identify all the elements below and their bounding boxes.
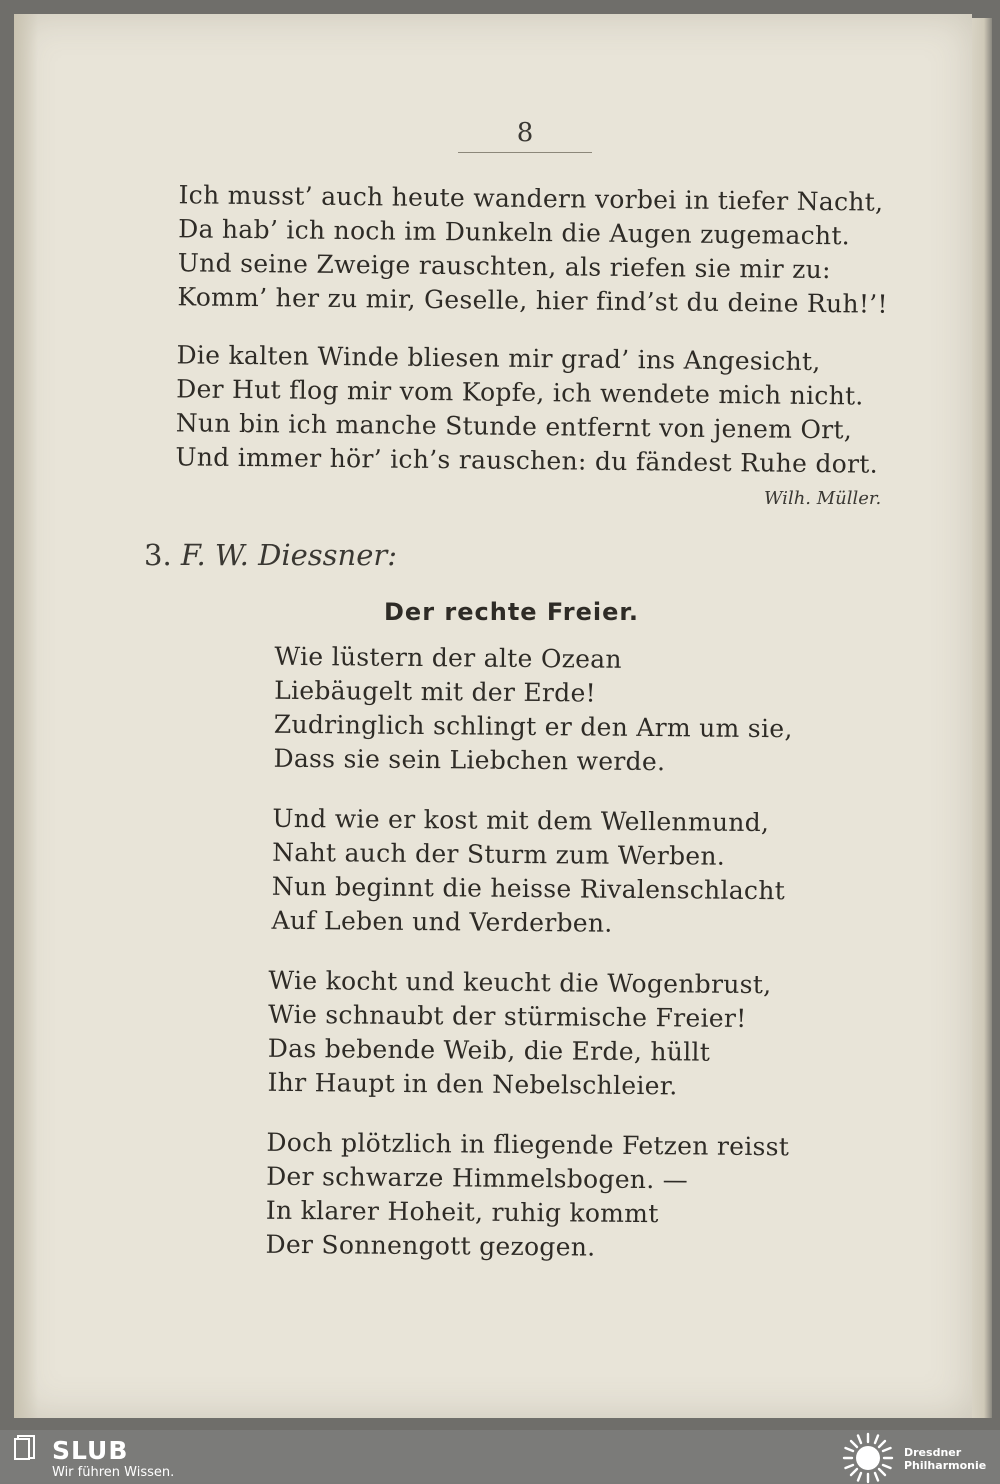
poem-line: Wie schnaubt der stürmische Freier! bbox=[268, 999, 747, 1033]
poem-line: Doch plötzlich in fliegende Fetzen reisst bbox=[266, 1127, 790, 1162]
poem-line: Ihr Haupt in den Nebelschleier. bbox=[267, 1067, 678, 1101]
partner-line-2: Philharmonie bbox=[904, 1459, 987, 1472]
song-stanza-1 bbox=[273, 640, 793, 781]
poem-line: Der Sonnengott gezogen. bbox=[265, 1229, 596, 1262]
partner-logo-text[interactable] bbox=[904, 1446, 986, 1472]
song-stanza-3 bbox=[267, 964, 771, 1104]
song-stanza-4 bbox=[265, 1126, 789, 1267]
poem-stanza-2 bbox=[175, 338, 879, 481]
poem-line: Die kalten Winde bliesen mir grad’ ins Angesicht, bbox=[176, 340, 821, 377]
slub-book-icon[interactable] bbox=[12, 1434, 38, 1464]
poem-line: Auf Leben und Verderben. bbox=[271, 905, 613, 938]
page-gutter-shadow bbox=[14, 14, 38, 1418]
library-logo-text[interactable]: SLUB bbox=[52, 1436, 129, 1465]
song-stanza-2 bbox=[271, 802, 785, 942]
library-tagline: Wir führen Wissen. bbox=[52, 1465, 175, 1480]
page-edge bbox=[972, 18, 992, 1418]
poem-line: Der schwarze Himmelsbogen. — bbox=[266, 1161, 689, 1195]
poem-line: Komm’ her zu mir, Geselle, hier find’st du deine Ruh!’! bbox=[177, 282, 889, 319]
poem-line: Zudringlich schlingt er den Arm um sie, bbox=[273, 709, 793, 744]
poem-line: Und wie er kost mit dem Wellenmund, bbox=[272, 803, 770, 838]
poem-line: Und immer hör’ ich’s rauschen: du fändest Ruhe dort. bbox=[175, 442, 879, 479]
section-number: 3. bbox=[144, 538, 172, 572]
poem-line: Ich musst’ auch heute wandern vorbei in tiefer Nacht, bbox=[178, 180, 884, 217]
poem-line: Da hab’ ich noch im Dunkeln die Augen zugemacht. bbox=[178, 214, 851, 251]
page-number: 8 bbox=[516, 118, 534, 148]
poem-stanza-1 bbox=[177, 178, 889, 321]
section-composer: F. W. Diessner: bbox=[180, 538, 398, 572]
philharmonie-sun-icon[interactable] bbox=[842, 1432, 894, 1484]
section-heading bbox=[144, 538, 397, 572]
poem-line: Nun bin ich manche Stunde entfernt von jenem Ort, bbox=[175, 408, 853, 445]
poem-line: Der Hut flog mir vom Kopfe, ich wendete mich nicht. bbox=[176, 374, 864, 411]
poem-line: In klarer Hoheit, ruhig kommt bbox=[265, 1195, 659, 1229]
poem-line: Liebäugelt mit der Erde! bbox=[274, 675, 597, 708]
poem-line: Das bebende Weib, die Erde, hüllt bbox=[267, 1033, 711, 1067]
poem-line: Wie kocht und keucht die Wogenbrust, bbox=[268, 965, 772, 1000]
poem-author: Wilh. Müller. bbox=[764, 488, 882, 509]
song-title: Der rechte Freier. bbox=[384, 598, 639, 626]
poem-line: Naht auch der Sturm zum Werben. bbox=[272, 837, 726, 871]
poem-line: Wie lüstern der alte Ozean bbox=[274, 641, 622, 674]
poem-line: Und seine Zweige rauschten, als riefen sie mir zu: bbox=[177, 248, 831, 285]
page-number-rule bbox=[458, 152, 592, 153]
poem-line: Dass sie sein Liebchen werde. bbox=[273, 743, 666, 777]
partner-line-1: Dresdner bbox=[904, 1446, 962, 1459]
poem-line: Nun beginnt die heisse Rivalenschlacht bbox=[271, 871, 786, 906]
